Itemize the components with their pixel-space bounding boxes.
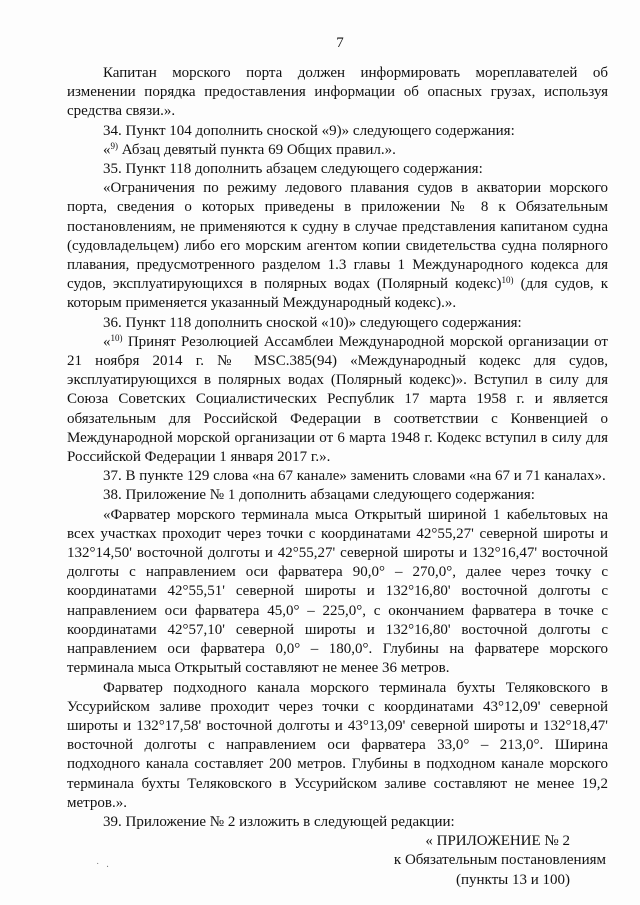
item-38: 38. Приложение № 1 дополнить абзацами следующего содержания: xyxy=(103,487,535,504)
item-39: 39. Приложение № 2 изложить в следующей редакции: xyxy=(103,813,455,830)
document-body xyxy=(67,64,608,890)
annex-reference: к Обязательным постановлениям xyxy=(393,852,606,869)
footnote-9-text: «$^{9)}$ Абзац девятый пункта 69 Общих правил.». xyxy=(103,140,396,158)
fairway-telyakovsky-bay: Фарватер подходного канала морского терминала бухты Теляковского в Уссурийском заливе проходит через точки с координатами 43°12,09' северной широты и 132°17,58' восточной долготы и 43°13,09' северной широты и 132°18,47' восточной долготы с направлением оси фарватера 33,0° – 213,0°. Ширина подходного канала составляет 200 метров. Глубины в подходном канале морского терминала бухты Теляковского в Уссурийском заливе составляют не менее 19,2 метров.». xyxy=(67,679,608,811)
item-36: 36. Пункт 118 дополнить сноской «10)» следующего содержания: xyxy=(103,314,522,331)
ice-restrictions-paragraph: «Ограничения по режиму ледового плавания судов в акватории морского порта, сведения о которых приведены в приложении № 8 к Обязательным постановлениям, не применяются к судну в случае представления капитаном судна (судовладельцем) либо его морским агентом копии свидетельства судна полярного плавания, предусмотренного разделом 1.3 главы 1 Международного кодекса для судов, эксплуатирующихся в полярных водах (Полярный кодекс)$^{10)}$ (для судов, к которым применяется указанный Международный кодекс).». xyxy=(67,180,608,312)
footnote-10-ref: 10) xyxy=(501,275,514,286)
paragraph-captain-info: Капитан морского порта должен информировать мореплавателей об изменении порядка предоставления информации об опасных грузах, используя средства связи.». xyxy=(67,65,608,120)
footnote-10-mark: 10) xyxy=(110,332,123,343)
fairway-cape-otkrytiy: «Фарватер морского терминала мыса Открытый шириной 1 кабельтовых на всех участках проходит через точки с координатами 42°55,27' северной широты и 132°14,50' восточной долготы и 42°55,27' северной широты и 132°16,47' восточной долготы с направлением оси фарватера 90,0° – 270,0°, далее через точку с координатами 42°55,51' северной широты и 132°16,80' восточной долготы с направлением оси фарватера 45,0° – 225,0°, с окончанием фарватера в точке с координатами 42°57,10' северной широты и 132°16,80' восточной долготы с направлением оси фарватера 0,0° – 180,0°. Глубины на фарватере морского терминала мыса Открытый составляют не менее 36 метров. xyxy=(67,506,608,677)
footnote-10-text: «$^{10)}$ Принят Резолюцией Ассамблеи Международной морской организации от 21 ноября 2014 г. № MSC.385(94) «Международный кодекс для судов, эксплуатирующихся в полярных водах (Полярный кодекс)». Вступил в силу для Союза Советских Социалистических Республик 17 марта 1958 г. и является обязательным для Российской Федерации в соответствии с Конвенцией о Международной морской организации от 6 марта 1948 г. Кодекс вступил в силу для Российской Федерации 1 января 2017 г.». xyxy=(67,332,608,466)
stray-scan-mark: ˙ · xyxy=(96,862,112,873)
page-number: 7 xyxy=(336,35,344,51)
item-37: 37. В пункте 129 слова «на 67 канале» заменить словами «на 67 и 71 каналах». xyxy=(103,468,606,485)
annex-title: « ПРИЛОЖЕНИЕ № 2 xyxy=(425,833,570,850)
item-35: 35. Пункт 118 дополнить абзацем следующего содержания: xyxy=(103,161,483,178)
footnote-9-mark: 9) xyxy=(110,140,118,151)
annex-points: (пункты 13 и 100) xyxy=(455,871,570,888)
item-34: 34. Пункт 104 дополнить сноской «9)» следующего содержания: xyxy=(103,122,515,139)
